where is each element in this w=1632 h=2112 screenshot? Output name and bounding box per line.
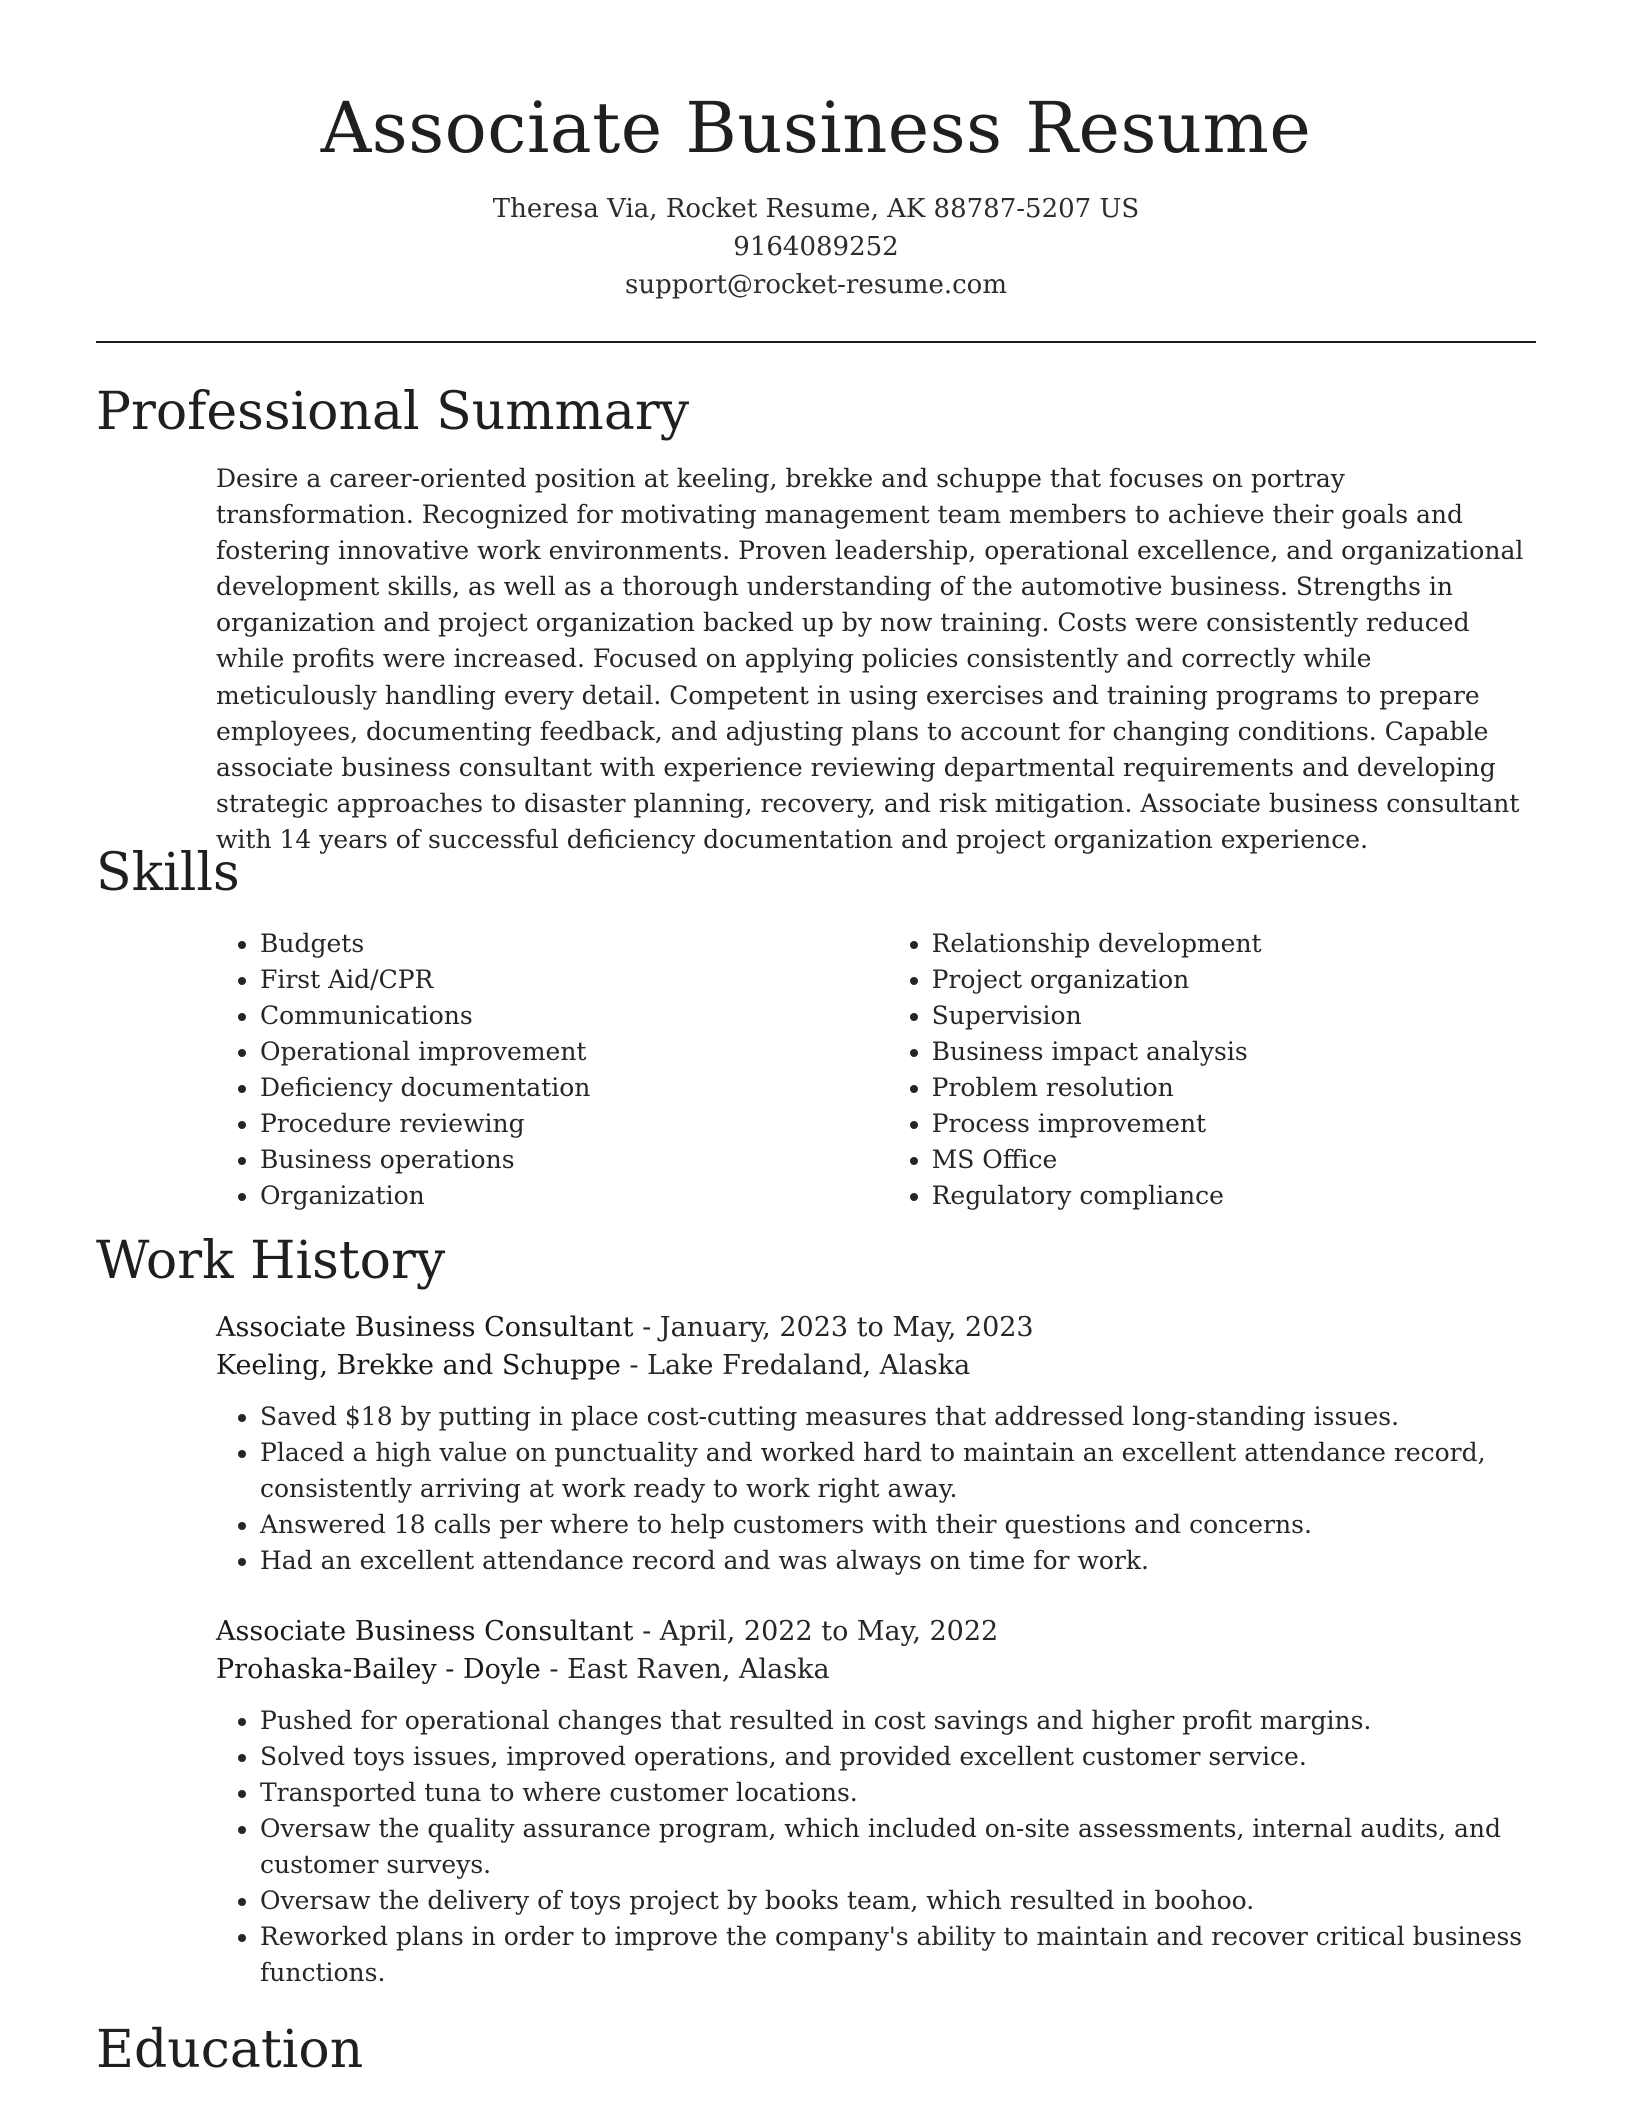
skill-item: • Organization	[260, 1178, 888, 1214]
job-bullet: • Pushed for operational changes that resulted in cost savings and higher profit margins.	[260, 1703, 1536, 1739]
skill-item: • Communications	[260, 998, 888, 1034]
job-company-line: Keeling, Brekke and Schuppe - Lake Fredaland, Alaska	[216, 1350, 971, 1381]
job-bullet: • Solved toys issues, improved operations, and provided excellent customer service.	[260, 1739, 1536, 1775]
job-bullets	[216, 1399, 1536, 1579]
skills-heading: Skills	[96, 843, 240, 903]
job-bullet: • Oversaw the quality assurance program, which included on-site assessments, internal audits, and customer surveys.	[260, 1811, 1536, 1883]
job-bullets	[216, 1703, 1536, 1991]
skills-column-left	[216, 926, 888, 1214]
education-heading: Education	[96, 2020, 364, 2080]
skill-item: • First Aid/CPR	[260, 962, 888, 998]
job-company-line: Prohaska-Bailey - Doyle - East Raven, Alaska	[216, 1654, 830, 1685]
contact-email: support@rocket-resume.com	[624, 270, 1007, 300]
skill-item: • Problem resolution	[932, 1070, 1536, 1106]
job-title: Associate Business Consultant	[216, 1616, 634, 1647]
skill-item: • Business operations	[260, 1142, 888, 1178]
job-bullet: • Placed a high value on punctuality and worked hard to maintain an excellent attendance record, consistently arriving at work ready to work right away.	[260, 1435, 1536, 1507]
contact-phone: 9164089252	[733, 232, 899, 262]
skill-item: • Relationship development	[932, 926, 1536, 962]
job-title-line: Associate Business Consultant - January, 2023 to May, 2023	[216, 1312, 1034, 1343]
work-history-heading: Work History	[96, 1231, 446, 1291]
job-title-line: Associate Business Consultant - April, 2022 to May, 2022	[216, 1616, 999, 1647]
header-divider	[96, 341, 1536, 343]
skills-list	[216, 926, 1536, 1214]
skill-item: • Process improvement	[932, 1106, 1536, 1142]
job-location: Lake Fredaland, Alaska	[647, 1350, 971, 1381]
job-bullet: • Oversaw the delivery of toys project by books team, which resulted in boohoo.	[260, 1883, 1536, 1919]
job-bullet: • Saved $18 by putting in place cost-cutting measures that addressed long-standing issues.	[260, 1399, 1536, 1435]
job-company: Prohaska-Bailey - Doyle	[216, 1654, 541, 1685]
job-dates: April, 2022 to May, 2022	[659, 1616, 999, 1647]
skill-item: • Budgets	[260, 926, 888, 962]
skill-item: • Operational improvement	[260, 1034, 888, 1070]
job-dates: January, 2023 to May, 2023	[659, 1312, 1034, 1343]
skills-column-right	[888, 926, 1536, 1214]
summary-text: Desire a career-oriented position at keeling, brekke and schuppe that focuses on portray transformation. Recognized for motivating management team members to achieve their goals and fostering innovative work environments. Proven leadership, operational excellence, and organizational development skills, as well as a thorough understanding of the automotive business. Strengths in organization and project organization backed up by now training. Costs were consistently reduced while profits were increased. Focused on applying policies consistently and correctly while meticulously handling every detail. Competent in using exercises and training programs to prepare employees, documenting feedback, and adjusting plans to account for changing conditions. Capable associate business consultant with experience reviewing departmental requirements and developing strategic approaches to disaster planning, recovery, and risk mitigation. Associate business consultant with 14 years of successful deficiency documentation and project organization experience.	[216, 464, 1524, 854]
job-bullet: • Had an excellent attendance record and was always on time for work.	[260, 1543, 1536, 1579]
job-title: Associate Business Consultant	[216, 1312, 634, 1343]
skill-item: • Project organization	[932, 962, 1536, 998]
resume-title: Associate Business Resume	[320, 87, 1312, 169]
job-bullet: • Answered 18 calls per where to help customers with their questions and concerns.	[260, 1507, 1536, 1543]
skill-item: • MS Office	[932, 1142, 1536, 1178]
job-entry	[216, 1613, 1536, 1991]
skill-item: • Regulatory compliance	[932, 1178, 1536, 1214]
job-location: East Raven, Alaska	[567, 1654, 830, 1685]
skill-item: • Procedure reviewing	[260, 1106, 888, 1142]
contact-block	[0, 190, 1632, 304]
skill-item: • Business impact analysis	[932, 1034, 1536, 1070]
summary-heading: Professional Summary	[96, 382, 690, 442]
job-bullet: • Reworked plans in order to improve the company's ability to maintain and recover critical business functions.	[260, 1919, 1536, 1991]
job-bullet: • Transported tuna to where customer locations.	[260, 1775, 1536, 1811]
job-company: Keeling, Brekke and Schuppe	[216, 1350, 621, 1381]
skill-item: • Supervision	[932, 998, 1536, 1034]
resume-header	[0, 88, 1632, 304]
skill-item: • Deficiency documentation	[260, 1070, 888, 1106]
contact-address: Theresa Via, Rocket Resume, AK 88787-5207 US	[492, 194, 1140, 224]
job-entry	[216, 1309, 1536, 1579]
